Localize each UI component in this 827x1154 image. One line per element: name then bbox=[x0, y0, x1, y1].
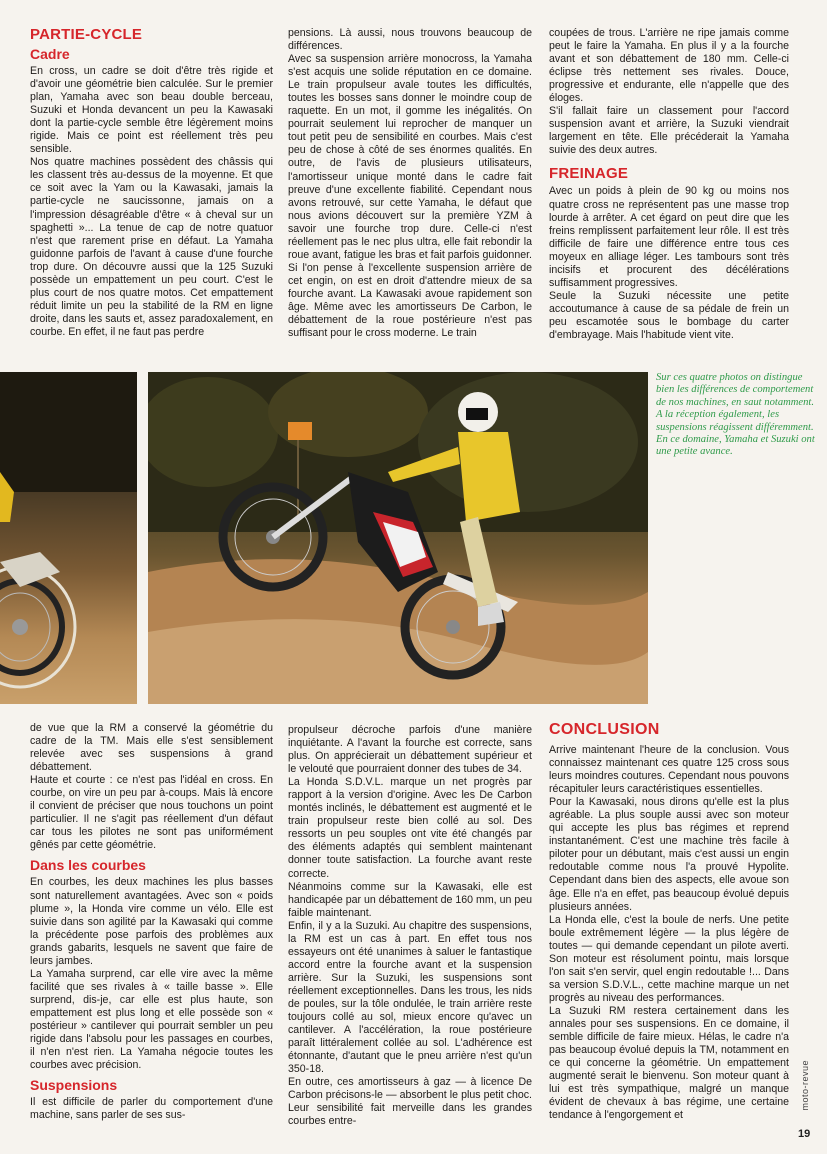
paragraph: Pour la Kawasaki, nous dirons qu'elle est la plus agréable. La plus souple aussi avec son moteur qui accepte les plus bas régimes et reprend instantanément. C'est une machine très facile à piloter pour un débutant, mais c'est aussi un engin redoutable comme nous l'a prouvé Hypolite. Cependant dans bien des aspects, elle avoue son âge. Elle n'a en effet, pas beaucoup évolué depuis plusieurs années. bbox=[549, 796, 789, 913]
motorcycle-wheel-illustration bbox=[0, 372, 137, 704]
column-1-bottom bbox=[30, 722, 273, 1142]
magazine-name: moto-revue bbox=[800, 1060, 810, 1111]
paragraph: Nos quatre machines possèdent des châssis qui les classent très au-dessus de la moyenne. Et que ce soit avec la Yam ou la Kawasaki, jamais la partie-cycle ne saucissonne, jamais on a l'impression désagréable d'être « à cheval sur un spaghetti »... La tenue de cap de notre quatuor n'est que rarement prise en défaut. La Yamaha guidonne parfois de l'avant à cause d'une fourche trop dure. On découvre aussi que la 125 Suzuki possède un empattement un peu court. C'est le plus court de nos quatre motos. Cet empattement réduit limite un peu la stabilité de la RM en ligne droite, dans les sauts et, assez paradoxalement, en courbe. En effet, il ne faut pas perdre bbox=[30, 156, 273, 338]
paragraph: La Honda S.D.V.L. marque un net progrès par rapport à la version d'origine. Avec les De Carbon montés inclinés, le débattement est augmenté et le train propulseur reste bien collé au sol. Des ressorts un peu souples ont vite été changés par des éléments adaptés qui semblent maintenant donner toute satisfaction. La fourche avant reste correcte. bbox=[288, 776, 532, 880]
paragraph: En cross, un cadre se doit d'être très rigide et d'avoir une géométrie bien calculée. Sur le premier plan, Yamaha avec son beau double berceau, Suzuki et Honda devancent un peu la Kawasaki dont la partie-cycle semble être légèrement moins rigide. Mais ce point est réellement très peu sensible. bbox=[30, 65, 273, 156]
column-2-bottom bbox=[288, 724, 532, 1144]
paragraph: La Suzuki RM restera certainement dans les annales pour ses suspensions. En ce domaine, il semble difficile de faire mieux. Hélas, le cadre n'a pas beaucoup évolué depuis la TM, notamment en ce qui concerne la géométrie. Un empattement augmenté serait le bienvenu. Son moteur quant à lui est très sympathique, malgré un manque évident de chevaux à bas régime, une certaine tendance à l'engorgement et bbox=[549, 1004, 789, 1122]
section-heading-conclusion: CONCLUSION bbox=[549, 721, 660, 738]
photo-motorcycle-left bbox=[0, 372, 137, 704]
paragraph: Avec sa suspension arrière monocross, la Yamaha s'est acquis une solide réputation en ce domaine. Le train propulseur avale toutes les difficultés, toutes les bosses sans donner le moindre coup de raquette. En un mot, il gomme les inégalités. On pourrait seulement lui reprocher de manquer un tout petit peu de sensibilité en courbes. Mais c'est peu de chose à côté de ses énormes qualités. En outre, de l'avis de plusieurs utilisateurs, l'amortisseur unique monté dans le cadre fait preuve d'une excellente fiabilité. Cependant nous avons retrouvé, sur cette Yamaha, le défaut que nous avions découvert sur la première YZM à savoir une fourche trop dure. Celle-ci n'est réellement pas le nec plus ultra, elle fait rebondir la roue avant, fatigue les bras et fait parfois guidonner. Si l'on pense à l'excellente suspension arrière de cet engin, on est en droit d'attendre mieux de sa fourche avant. La Kawasaki avoue rapidement son âge. Même avec les amortisseurs De Carbon, le débattement de la roue postérieure n'est pas suffisant pour le cross moderne. Le train bbox=[288, 53, 532, 340]
photo-motorcycle-jump bbox=[148, 372, 648, 704]
subheading-cadre: Cadre bbox=[30, 46, 70, 62]
paragraph: Haute et courte : ce n'est pas l'idéal en cross. En courbe, on vire un peu par à-coups. Mais là encore il convient de préciser que nous touchons un point particulier. Il ne s'agit pas réellement d'un défaut car tous les pilotes ne sont pas uniformément gênés par cette géométrie. bbox=[30, 774, 273, 852]
column-2-top bbox=[288, 27, 532, 361]
subheading-dans-les-courbes: Dans les courbes bbox=[30, 857, 146, 874]
paragraph: coupées de trous. L'arrière ne ripe jamais comme peut le faire la Yamaha. En plus il y a la fourche avant et son débattement de 180 mm. Celle-ci éclipse très nettement ses rivales. Douce, progressive et endurante, elle n'appelle que des éloges. bbox=[549, 27, 789, 105]
paragraph: La Yamaha surprend, car elle vire avec la même facilité que ses rivales à « taille basse ». Elle surprend, dis-je, car elle est plus haute, son empattement est plus long et elle possède son « postérieur » cantilever qui pourrait sembler un peu rigide dans l'absolu pour les passages en courbes, il n'en n'est rien. La Yamaha négocie toutes les courbes avec précision. bbox=[30, 967, 273, 1072]
paragraph: Seule la Suzuki nécessite une petite accoutumance à cause de sa pédale de frein un peu escamotée sous le bombage du carter d'embrayage. Mais l'habitude vient vite. bbox=[549, 289, 789, 341]
rider-jump-illustration bbox=[148, 372, 648, 704]
column-1-top bbox=[30, 26, 273, 362]
section-heading-freinage: FREINAGE bbox=[549, 165, 629, 183]
page-number: 19 bbox=[798, 1128, 811, 1140]
paragraph: Néanmoins comme sur la Kawasaki, elle est handicapée par un débattement de 160 mm, un peu faible maintenant. bbox=[288, 880, 532, 919]
subheading-suspensions: Suspensions bbox=[30, 1077, 118, 1094]
paragraph: Il est difficile de parler du comportement d'une machine, sans parler de ses sus- bbox=[30, 1096, 273, 1122]
paragraph: pensions. Là aussi, nous trouvons beaucoup de différences. bbox=[288, 27, 532, 53]
paragraph: propulseur décroche parfois d'une manière inquiétante. A l'avant la fourche est correcte, sans plus. On apprécierait un débattement supérieur et le velouté que pourraient donner des tubes de 34. bbox=[288, 724, 532, 776]
paragraph: En outre, ces amortisseurs à gaz — à licence De Carbon précisons-le — absorbent le plus petit choc. Leur sensibilité fait merveille dans les grandes courbes entre- bbox=[288, 1076, 532, 1128]
paragraph: En courbes, les deux machines les plus basses sont naturellement avantagées. Avec son « poids plume », la Honda vire comme un vélo. Elle est suivie dans son agilité par la Kawasaki qui comme la précédente pose parfois des problèmes aux grands gabarits, lesquels ne savent que faire de leurs jambes. bbox=[30, 876, 273, 967]
paragraph: Avec un poids à plein de 90 kg ou moins nos quatre cross ne représentent pas une masse trop lourde à arrêter. A cet égard on peut dire que les freins remplissent parfaitement leur rôle. Il est très difficile de faire une différence entre tous ces moyeux en alliage léger. Les tambours sont très incisifs et procurent des décélérations suffisamment progressives. bbox=[549, 185, 789, 289]
paragraph: Enfin, il y a la Suzuki. Au chapitre des suspensions, la RM est un cas à part. En effet tous nos essayeurs ont été unanimes à saluer le fantastique accord entre la fourche avant et la suspension arrière. Sur la Suzuki, les suspensions sont réellement exceptionnelles. Dans les trous, les nids de poules, sur la tôle ondulée, le train arrière reste toujours collé au sol, mieux encore qu'avec un cantilever. A l'accélération, la roue postérieure paraît littéralement collée au sol. L'adhérence est étonnante, d'autant que le pneu arrière n'est qu'un 350-18. bbox=[288, 919, 532, 1076]
paragraph: La Honda elle, c'est la boule de nerfs. Une petite boule extrêmement légère — la plus légère de toutes — qui demande cependant un pilote averti. Son moteur est résolument pointu, mais lorsque l'on sait s'en servir, quel engin redoutable !... Dans sa version S.D.V.L., cette machine marque un net progrès au niveau des performances. bbox=[549, 913, 789, 1004]
column-3-top bbox=[549, 27, 789, 361]
section-heading-partie-cycle: PARTIE-CYCLE bbox=[30, 26, 143, 43]
paragraph: S'il fallait faire un classement pour l'accord suspension avant et arrière, la Suzuki viendrait largement en tête. Elle précéderait la Yamaha suivie des deux autres. bbox=[549, 105, 789, 157]
column-3-bottom bbox=[549, 720, 789, 1144]
paragraph: Arrive maintenant l'heure de la conclusion. Vous connaissez maintenant ces quatre 125 cross sous leurs moindres coutures. Cependant nous pouvons récapituler leurs caractéristiques essentielles. bbox=[549, 744, 789, 796]
paragraph: de vue que la RM a conservé la géométrie du cadre de la TM. Mais elle s'est sensiblement relevée avec ses suspensions à grand débattement. bbox=[30, 722, 273, 774]
photo-caption: Sur ces quatre photos on distingue bien les différences de comportement de nos machines, en saut notamment. A la réception également, les suspensions réagissent différemment. En ce domaine, Yamaha et Suzuki ont une petite avance. bbox=[656, 372, 815, 458]
